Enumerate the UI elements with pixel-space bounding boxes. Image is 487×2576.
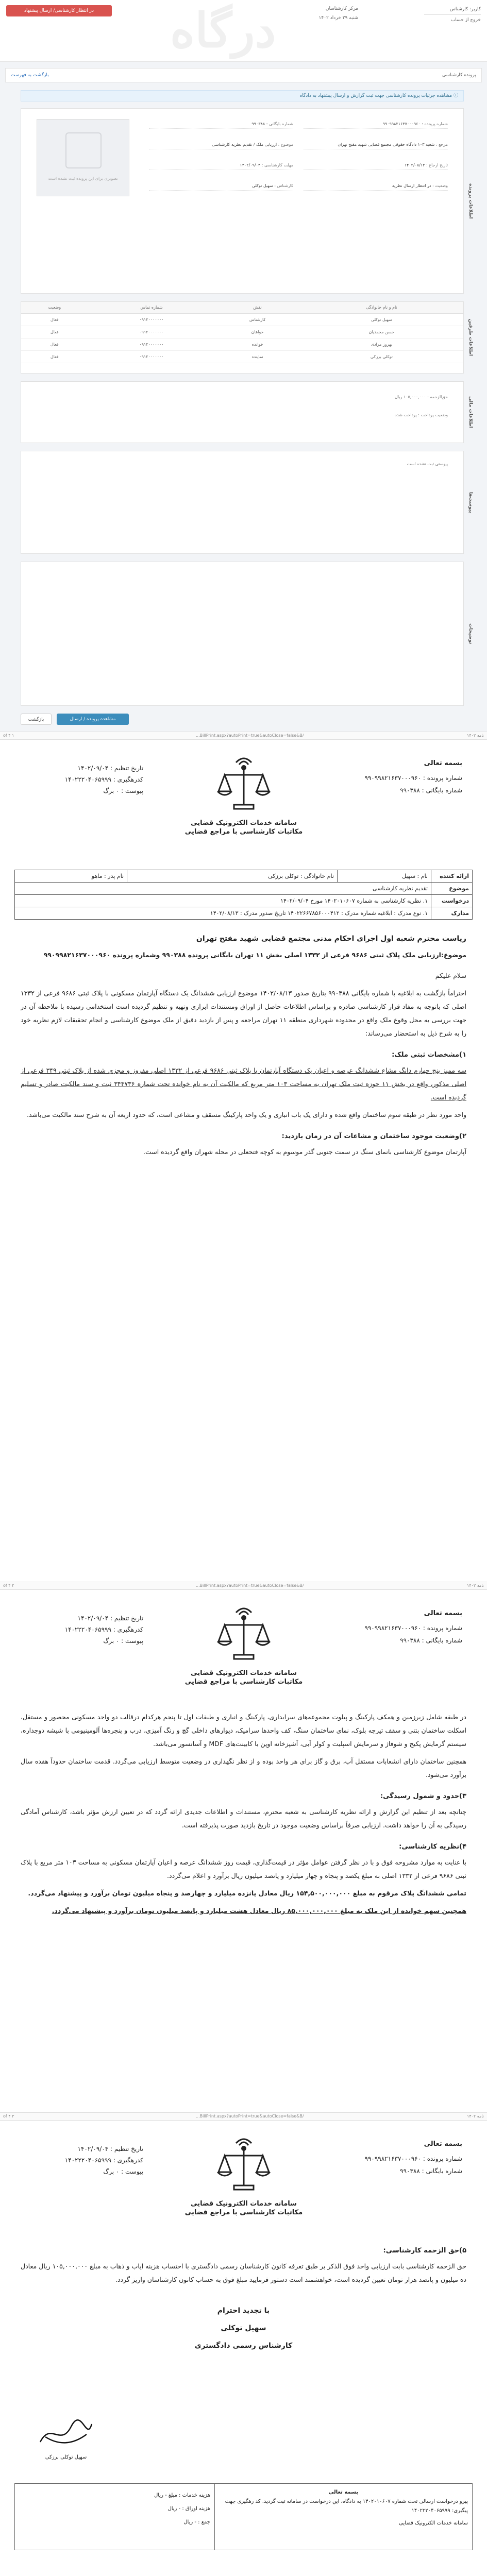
letter-body-1	[14, 932, 473, 1159]
bism-heading: بسمه تعالی	[424, 759, 462, 767]
paragraph-fee: حق الزحمه کارشناسی بابت ارزیابی واحد فوق الذکر بر طبق تعرفه کانون کارشناسان رسمی دادگستری با احتساب هزینه ایاب و ذهاب به مبلغ ۱۰۵,۰۰۰,۰۰۰ ریال معادل ده میلیون و پانصد هزار تومان تعیین گردیده است، خواهشمند است دستور فرمایید مبلغ فوق به حساب کانون کارشناسان واریز گردد.	[21, 2262, 466, 2283]
table-header: نقش	[215, 302, 299, 313]
breadcrumb	[5, 68, 482, 82]
notes-header: توضیحات	[468, 623, 473, 645]
finance-header: اطلاعات مالی	[468, 396, 473, 428]
section-4-heading: ۴)نظریه کارشناسی:	[399, 1843, 466, 1851]
meta-row: ارائه کننده نام : سهیل نام خانوادگی : توکلی برزکی نام پدر : ماهو	[15, 870, 473, 883]
finance-panel	[21, 381, 473, 443]
user-name: کاربر: کارشناس	[424, 4, 481, 15]
footer-actions	[21, 714, 464, 726]
parties-panel	[21, 301, 473, 374]
back-button[interactable]: بازگشت	[21, 714, 52, 725]
justice-scales-icon	[215, 1607, 272, 1664]
case-field: کارشناس : سهیل توکلی	[149, 183, 293, 191]
table-cell: فعال	[21, 326, 88, 338]
brand-block	[255, 4, 358, 23]
fee-row: هزینه اوراق : - ریال	[167, 2506, 210, 2512]
print-footer-3: ۳ of ۴ /BillPrint.aspx?autoPrint=true&autoClose=false&B... نامه ۱۴۰۲	[0, 2112, 487, 2121]
status-action-button[interactable]: در انتظار کارشناسی/ ارسال پیشنهاد	[6, 5, 112, 16]
paragraph-opinion: با عنایت به موارد مشروحه فوق و با در نظر گرفتن عوامل مؤثر در قیمت‌گذاری، قیمت روز ششدانگ عرصه و اعیان آپارتمان مسکونی به مساحت ۱۰۳ متر مربع با پلاک ثبتی ۹۶۸۶ فرعی از ۱۳۳۲ اصلی به مبلغ یکصد و پنجاه و چهار میلیارد و پانصد میلیون ریال برآورد و اعلام می‌گردد.	[21, 1858, 466, 1879]
table-cell: خواهان	[215, 326, 299, 338]
letter-body-3	[14, 2244, 473, 2354]
table-cell: فعال	[21, 338, 88, 350]
section-5-heading: ۵)حق الزحمه کارشناسی:	[383, 2247, 466, 2255]
header-banner	[0, 0, 487, 62]
attachments-header: پیوست‌ها	[468, 492, 473, 513]
signature	[35, 2416, 97, 2458]
table-cell: سهیل توکلی	[300, 313, 463, 326]
parties-header: اطلاعات طرفین	[468, 319, 473, 356]
case-field: مرجع : شعبه ۱۰۳ دادگاه حقوقی مجتمع قضایی شهید مفتح تهران	[304, 142, 448, 149]
paragraph-scope: چنانچه بعد از تنظیم این گزارش و ارائه نظریه کارشناسی به شعبه محترم، مستندات و اطلاعات جدیدی ارائه گردد که در تعیین ارزش مؤثر باشد، کارشناس آمادگی رسیدگی به آن را خواهد داشت. ارزیابی صرفاً براساس وضعیت موجود در تاریخ بازدید صورت پذیرفته است.	[21, 1808, 466, 1829]
header-watermark: درگاه	[170, 3, 276, 58]
attachments-empty: پیوستی ثبت نشده است	[407, 462, 448, 466]
fees-block	[15, 2484, 215, 2550]
meta-row: موضوع تقدیم نظریه کارشناسی	[15, 883, 473, 895]
case-field: مهلت کارشناسی : ۱۴۰۲/۰۹/۰۴	[149, 163, 293, 170]
justice-scales-icon	[215, 757, 272, 814]
attachment-count: ۰ برگ	[103, 787, 120, 794]
image-placeholder-icon	[65, 132, 102, 168]
case-number: ۹۹۰۹۹۸۲۱۶۳۷۰۰۰۹۶۰	[364, 774, 422, 782]
parties-table	[21, 302, 463, 363]
letter-body-2	[14, 1710, 473, 1918]
logo-title-2: مکاتبات کارشناسی با مراجع قضایی	[184, 828, 303, 836]
letter-title: ریاست محترم شعبه اول اجرای احکام مدنی مجتمع قضایی شهید مفتح تهران	[196, 935, 466, 943]
table-header: شماره تماس	[88, 302, 215, 313]
closing-role: کارشناس رسمی دادگستری	[194, 2342, 293, 2350]
info-icon: ⓘ	[452, 93, 458, 98]
printed-letter-page-2	[14, 1592, 473, 2107]
table-cell: حسن محمدیان	[300, 326, 463, 338]
table-cell: فعال	[21, 350, 88, 363]
table-cell: توکلی برزکی	[300, 350, 463, 363]
table-cell: کارشناس	[215, 313, 299, 326]
back-to-list-link[interactable]: بازگشت به فهرست	[11, 73, 49, 78]
finance-row: وضعیت پرداخت : پرداخت شده	[394, 413, 448, 417]
table-cell: ۰۹۱۲۰۰۰۰۰۰۰	[88, 350, 215, 363]
table-row	[21, 313, 463, 326]
info-alert	[21, 90, 464, 101]
judiciary-logo-block	[169, 757, 318, 836]
letter-meta-table	[14, 870, 473, 920]
brand-date: شنبه ۲۹ خرداد ۱۴۰۲	[318, 15, 358, 21]
closing-regards: با تجدید احترام	[217, 2307, 270, 2315]
tracking-code: ۱۴۰۲۲۲۰۴۰۶۵۹۹۹	[64, 776, 111, 783]
section-3-heading: ۳)حدود و شمول رسیدگی:	[380, 1792, 466, 1800]
case-field: وضعیت : در انتظار ارسال نظریه	[304, 183, 448, 191]
paragraph-intro: احتراماً بازگشت به ابلاغیه با شماره بایگانی ۹۹۰۳۸۸ بتاریخ صدور ۱۴۰۲/۰۸/۱۳ موضوع ارزیابی ششدانگ یک دستگاه آپارتمان مسکونی با پلاک ثبتی ۹۶۸۶ فرعی از ۱۳۳۲ اصلی که باتوجه به مفاد قرار کارشناسی صادره و براساس اطلاعات حاصل از اوراق ومستندات ابرازی وتهیه و تنظیم گردیده است استخدامی رسیده با ملاحظه آن در جهت بررسی به محل وقوع ملک واقع در محدوده شهرداری منطقه ۱۱ تهران مراجعه و پس از بازدید دقیق از ملک موضوع کارشناسی و انجام تحقیقات لازم نظریه خود را به شرح ذیل به استحضار می‌رساند:	[21, 989, 467, 1037]
case-info-header: اطلاعات پرونده	[468, 183, 473, 219]
fee-row: هزینه خدمات : مبلغ - ریال	[154, 2493, 210, 2498]
section-2-heading: ۲)وضعیت موجود ساختمان و مشاعات آن در زمان بازدید:	[281, 1132, 466, 1140]
table-cell: ۰۹۱۲۰۰۰۰۰۰۰	[88, 313, 215, 326]
attachments-panel	[21, 451, 473, 554]
brand-title: مرکز کارشناسان	[325, 6, 358, 11]
table-cell: ۰۹۱۲۰۰۰۰۰۰۰	[88, 326, 215, 338]
section-1-heading: ۱)مشخصات ثبتی ملک:	[392, 1051, 466, 1059]
archive-number: ۹۹۰۳۸۸	[400, 787, 420, 794]
case-field: موضوع : ارزیابی ملک / تقدیم نظریه کارشناسی	[149, 142, 293, 149]
table-cell: نماینده	[215, 350, 299, 363]
table-cell: فعال	[21, 313, 88, 326]
closing-name: سهیل توکلی	[221, 2324, 266, 2332]
paragraph-share-value: همچنین سهم خوانده از این ملک به مبلغ ۸۵,۰۰۰,۰۰۰,۰۰۰ ریال معادل هشت میلیارد و پانصد میلیون تومان برآورد و پیشنهاد می‌گردد.	[52, 1907, 466, 1914]
letter-header-2: بسمه تعالی شماره پرونده : ۹۹۰۹۹۸۲۱۶۳۷۰۰۰۹۶۰ شماره بایگانی : ۹۹۰۳۸۸ سامانه خدمات الکترونیک قضایی مکاتبات کارشناسی با مراجع قضایی تاریخ تنظیم : ۱۴۰۲/۰۹/۰۴ کدرهگیری : ۱۴۰۲۲۲۰۴۰۶۵۹۹۹ پیوست : ۰ برگ	[14, 1592, 473, 1710]
info-alert-text: مشاهده جزئیات پرونده کارشناسی جهت ثبت گزارش و ارسال پیشنهاد به دادگاه	[299, 93, 452, 98]
case-photo-placeholder	[37, 119, 129, 196]
letter-case-info: بسمه تعالی شماره پرونده : ۹۹۰۹۹۸۲۱۶۳۷۰۰۰۹۶۰ شماره بایگانی : ۹۹۰۳۸۸	[333, 757, 462, 796]
table-cell: ۰۹۱۲۰۰۰۰۰۰۰	[88, 338, 215, 350]
case-field: شماره بایگانی : ۹۹۰۳۸۸	[149, 122, 293, 129]
printed-letter-page-3	[14, 2123, 473, 2576]
meta-row: مدارک ۱. نوع مدرک : ابلاغیه شماره مدرک : ۱۴۰۲۲۶۶۷۸۵۶۰۰۰۴۱۲ تاریخ صدور مدرک : ۱۴۰۲/۰۸/۱۳	[15, 907, 473, 920]
paragraph-location: آپارتمان موضوع کارشناسی بانمای سنگ در سمت جنوبی گذر موسوم به کوچه فتحعلی در محله شهران واقع گردیده است.	[143, 1148, 466, 1156]
paragraph-condition: همچنین ساختمان دارای انشعابات مستقل آب، برق و گاز برای هر واحد بوده و از نظر نگهداری در وضعیت متوسط ارزیابی می‌گردد. قدمت ساختمان حدوداً هفده سال برآورد می‌شود.	[21, 1757, 466, 1778]
photo-caption: تصویری برای این پرونده ثبت نشده است	[48, 176, 118, 181]
print-footer-2: ۲ of ۴ /BillPrint.aspx?autoPrint=true&autoClose=false&B... نامه ۱۴۰۲	[0, 1582, 487, 1590]
letter-date: ۱۴۰۲/۰۹/۰۴	[77, 765, 109, 772]
table-cell: بهروز مرادی	[300, 338, 463, 350]
letter-header-3: بسمه تعالی شماره پرونده : ۹۹۰۹۹۸۲۱۶۳۷۰۰۰۹۶۰ شماره بایگانی : ۹۹۰۳۸۸ سامانه خدمات الکترونیک قضایی مکاتبات کارشناسی با مراجع قضایی تاریخ تنظیم : ۱۴۰۲/۰۹/۰۴ کدرهگیری : ۱۴۰۲۲۲۰۴۰۶۵۹۹۹ پیوست : ۰ برگ	[14, 2123, 473, 2236]
table-row	[21, 326, 463, 338]
finance-row: حق‌الزحمه : ۱۰۵,۰۰۰,۰۰۰ ریال	[395, 395, 448, 399]
paragraph-unit: واحد مورد نظر در طبقه سوم ساختمان واقع شده و دارای یک باب انباری و یک واحد پارکینگ مسقف و مشاعی است، که حدود اربعه آن به شرح سند مالکیت می‌باشد.	[26, 1111, 466, 1118]
view-send-button[interactable]: مشاهده پرونده / ارسال	[57, 714, 129, 725]
justice-scales-icon	[215, 2138, 272, 2195]
table-row	[21, 338, 463, 350]
letter-header	[14, 742, 473, 866]
table-row	[21, 350, 463, 363]
case-field: تاریخ ارجاع : ۱۴۰۲/۰۸/۱۳	[304, 163, 448, 170]
app-page	[0, 0, 487, 732]
case-info-panel	[21, 108, 473, 294]
paragraph-total-value: تمامی ششدانگ پلاک مرقوم به مبلغ ۱۵۴,۵۰۰,۰۰۰,۰۰۰ ریال معادل پانزده میلیارد و چهارصد و پنجاه میلیون تومان برآورد و پیشنهاد می‌گردد.	[28, 1889, 466, 1897]
case-field: شماره پرونده : ۹۹۰۹۹۸۲۱۶۳۷۰۰۰۹۶۰	[304, 122, 448, 129]
signature-name: سهیل توکلی برزکی	[45, 2454, 87, 2460]
breadcrumb-current: پرونده کارشناسی	[442, 73, 476, 78]
print-footer-1: ۱ of ۴ /BillPrint.aspx?autoPrint=true&autoClose=false&B... نامه ۱۴۰۲	[0, 732, 487, 740]
paragraph-registration: سه ممیز پنج چهارم دانگ مشاع ششدانگ عرصه و اعیان یک دستگاه آپارتمان با پلاک ثبتی ۹۶۸۶ فرعی از ۱۳۳۲ اصلی مفروز و مجزی شده از پلاک ثبتی ۳۴۹ فرعی از اصلی مذکور، واقع در بخش ۱۱ حوزه ثبت ملک تهران به مساحت ۱۰۳ متر مربع که مالکیت آن به نام خوانده تحت شماره ۳۴۴۷۳۶ ثبت و سند مالکیت صادر و تسلیم گردیده است.	[21, 1066, 466, 1101]
logo-title-1: سامانه خدمات الکترونیک قضایی	[191, 819, 297, 827]
receipt-note: بسمه تعالی پیرو درخواست ارسالی تحت شماره ۱۴۰۲۰۱۰۶۰۷ به دادگاه، این درخواست در سامانه ثبت گردید. کد رهگیری جهت پیگیری: ۱۴۰۲۲۲۰۴۰۶۵۹۹۹ سامانه خدمات الکترونیک قضایی	[214, 2484, 472, 2550]
notes-panel	[21, 562, 473, 706]
closing-block	[21, 2302, 466, 2354]
letter-date-block: تاریخ تنظیم : ۱۴۰۲/۰۹/۰۴ کدرهگیری : ۱۴۰۲۲۲۰۴۰۶۵۹۹۹ پیوست : ۰ برگ	[64, 765, 143, 794]
table-cell: خوانده	[215, 338, 299, 350]
user-menu	[424, 4, 481, 25]
printed-letter-page-1	[14, 742, 473, 1577]
paragraph-structure: در طبقه شامل زیرزمین و همکف پارکینگ و پیلوت مجموعه‌های سرایداری، پارکینگ و انباری و طبقات اول تا پنجم هرکدام درقالب دو واحد مسکونی محصور و مستقل، اسکلت ساختمان بتنی و سقف تیرچه بلوک، نمای ساختمان سنگ، کف واحدها سرامیک، دیوارهای داخلی گچ و رنگ آمیزی، درب و پنجره‌ها آلومینیومی با شیشه دوجداره، سیستم گرمایش پکیج و شوفاژ و سرمایش اسپلیت و کولر آبی، آشپزخانه اوپن با کابینت‌های MDF و آسانسور می‌باشد.	[21, 1713, 466, 1748]
logout-link[interactable]: خروج از حساب	[450, 18, 481, 23]
handwritten-signature-icon	[35, 2416, 97, 2452]
bottom-summary-box	[14, 2483, 473, 2550]
letter-subject: موضوع:ارزیابی ملک پلاک ثبتی ۹۶۸۶ فرعی از ۱۳۳۲ اصلی بخش ۱۱ تهران بایگانی پرونده ۹۹۰۳۸۸ وشماره پرونده ۹۹۰۹۹۸۲۱۶۳۷۰۰۰۹۶۰	[43, 951, 466, 959]
fee-row: جمع : - ریال	[183, 2519, 210, 2525]
letter-greeting: سلام علیکم	[435, 972, 466, 979]
meta-row: درخواست ۱. نظریه کارشناسی به شماره ۱۴۰۲۰۱۰۶۰۷ مورخ ۱۴۰۲/۰۹/۰۴	[15, 895, 473, 907]
table-header: نام و نام خانوادگی	[300, 302, 463, 313]
table-header: وضعیت	[21, 302, 88, 313]
